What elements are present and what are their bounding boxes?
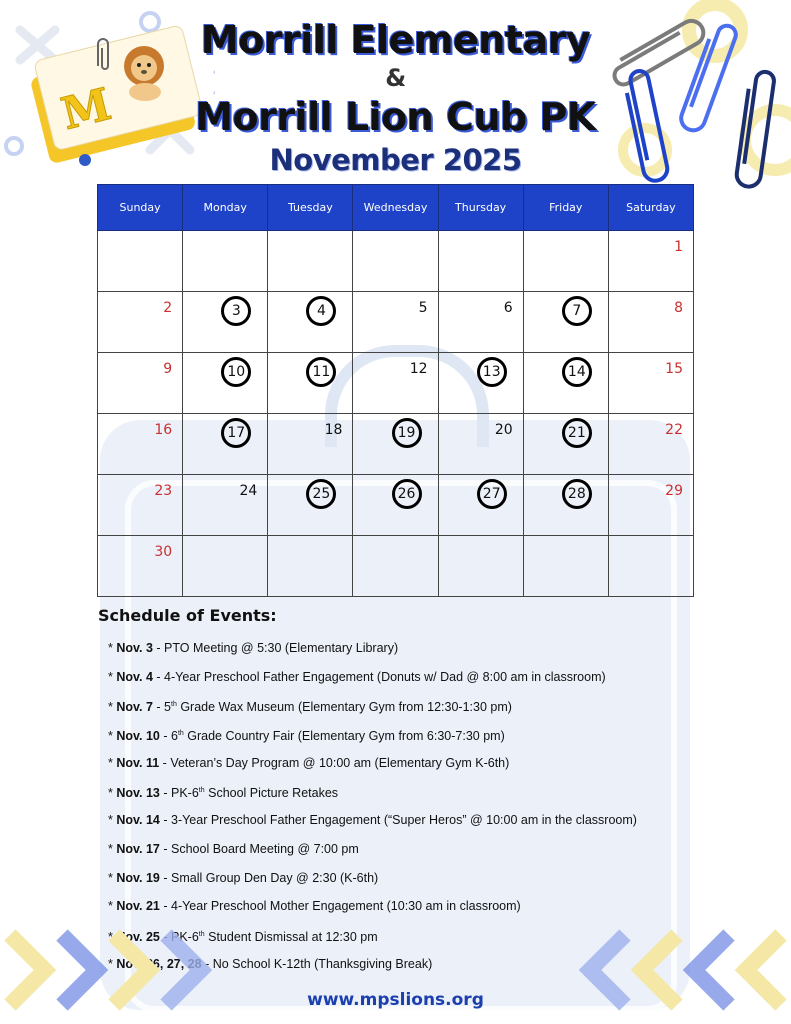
- day-number: 5: [418, 300, 428, 316]
- event-item: * Nov. 14 - 3-Year Preschool Father Engagement (“Super Heros” @ 10:00 am in the classroom): [108, 813, 637, 828]
- event-description-rest: Student Dismissal at 12:30 pm: [204, 930, 378, 945]
- event-ordinal-suffix: th: [177, 730, 184, 738]
- event-item: * Nov. 7 - 5th Grade Wax Museum (Elementary Gym from 12:30-1:30 pm): [108, 700, 512, 715]
- day-number: 8: [674, 300, 683, 316]
- event-item: * Nov. 19 - Small Group Den Day @ 2:30 (K-6th): [108, 870, 379, 885]
- event-item: * Nov. 26, 27, 28 - No School K-12th (Thanksgiving Break): [108, 956, 433, 971]
- calendar-day-cell: [98, 353, 183, 414]
- program-title: Morrill Lion Cub PK: [195, 95, 596, 139]
- calendar-day-cell: [98, 536, 183, 597]
- day-number: 6: [503, 300, 513, 316]
- circled-day-number: 21: [562, 418, 592, 448]
- calendar-day-cell: [523, 231, 608, 292]
- event-date: Nov. 19: [116, 870, 160, 885]
- event-description: Veteran’s Day Program @ 10:00 am (Elementary Gym K-6th): [170, 755, 510, 770]
- day-number: 24: [239, 483, 258, 499]
- calendar-day-cell: [183, 414, 268, 475]
- calendar-day-cell: [608, 414, 693, 475]
- calendar-day-cell: [438, 414, 523, 475]
- circled-day-number: 25: [306, 479, 336, 509]
- calendar-week-row: [98, 414, 694, 475]
- event-item: * Nov. 17 - School Board Meeting @ 7:00 pm: [108, 841, 359, 856]
- school-title: Morrill Elementary: [200, 18, 591, 62]
- calendar-week-row: [98, 475, 694, 536]
- event-date: Nov. 25: [116, 930, 160, 945]
- calendar-day-cell: [353, 536, 438, 597]
- calendar-day-cell: [608, 475, 693, 536]
- event-ordinal-suffix: th: [198, 930, 205, 938]
- day-number: 9: [163, 361, 173, 377]
- event-description: 4-Year Preschool Father Engagement (Donuts w/ Dad @ 8:00 am in classroom): [164, 669, 606, 684]
- event-item: * Nov. 11 - Veteran’s Day Program @ 10:00 am (Elementary Gym K-6th): [108, 755, 510, 770]
- weekday-header: Thursday: [438, 185, 523, 231]
- calendar-day-cell: [268, 475, 353, 536]
- calendar-day-cell: [438, 231, 523, 292]
- event-description: Small Group Den Day @ 2:30 (K-6th): [171, 870, 379, 885]
- calendar-day-cell: [353, 231, 438, 292]
- calendar-day-cell: [438, 536, 523, 597]
- calendar-day-cell: [268, 536, 353, 597]
- day-number: 16: [154, 422, 173, 438]
- event-item: * Nov. 10 - 6th Grade Country Fair (Elementary Gym from 6:30-7:30 pm): [108, 729, 505, 744]
- weekday-header: Sunday: [98, 185, 183, 231]
- circled-day-number: 17: [221, 418, 251, 448]
- calendar-day-cell: [438, 475, 523, 536]
- event-item: * Nov. 13 - PK-6th School Picture Retakes: [108, 786, 339, 801]
- event-date: Nov. 10: [116, 729, 160, 744]
- day-number: 15: [665, 361, 683, 377]
- calendar-week-row: [98, 353, 694, 414]
- month-title: November 2025: [269, 143, 522, 177]
- event-description-rest: School Picture Retakes: [204, 786, 339, 801]
- weekday-header-row: [98, 185, 694, 231]
- event-description-rest: Grade Country Fair (Elementary Gym from 6:30-7:30 pm): [183, 729, 505, 744]
- circled-day-number: 13: [477, 357, 507, 387]
- circled-day-number: 28: [562, 479, 592, 509]
- calendar-day-cell: [98, 292, 183, 353]
- calendar-day-cell: [353, 475, 438, 536]
- weekday-header: Friday: [523, 185, 608, 231]
- circled-day-number: 7: [562, 296, 592, 326]
- calendar-day-cell: [183, 536, 268, 597]
- day-number: 1: [674, 239, 683, 255]
- circled-day-number: 19: [392, 418, 422, 448]
- calendar-day-cell: [183, 292, 268, 353]
- calendar-week-row: [98, 536, 694, 597]
- calendar-day-cell: [608, 353, 693, 414]
- circled-day-number: 4: [306, 296, 336, 326]
- calendar-day-cell: [98, 414, 183, 475]
- badge-letter: M: [56, 78, 117, 141]
- schedule-heading: Schedule of Events:: [98, 606, 277, 625]
- calendar-day-cell: [608, 292, 693, 353]
- event-ordinal-suffix: th: [171, 701, 177, 709]
- event-date: Nov. 7: [116, 700, 153, 715]
- calendar-week-row: [98, 292, 694, 353]
- event-description: PTO Meeting @ 5:30 (Elementary Library): [164, 641, 399, 655]
- calendar-day-cell: [268, 231, 353, 292]
- event-date: Nov. 26, 27, 28: [116, 956, 202, 971]
- event-description: School Board Meeting @ 7:00 pm: [171, 841, 359, 856]
- calendar-day-cell: [438, 292, 523, 353]
- event-ordinal-suffix: th: [198, 787, 205, 795]
- title-ampersand: &: [385, 64, 406, 92]
- calendar-week-row: [98, 231, 694, 292]
- event-date: Nov. 13: [116, 786, 160, 801]
- day-number: 12: [409, 361, 428, 377]
- event-description: PK-6: [171, 930, 199, 945]
- circled-day-number: 27: [477, 479, 507, 509]
- calendar-day-cell: [183, 475, 268, 536]
- calendar-day-cell: [523, 292, 608, 353]
- calendar-day-cell: [523, 353, 608, 414]
- calendar-day-cell: [268, 414, 353, 475]
- calendar-day-cell: [268, 292, 353, 353]
- event-description: PK-6: [171, 786, 199, 801]
- weekday-header: Monday: [183, 185, 268, 231]
- circled-day-number: 3: [221, 296, 251, 326]
- calendar-grid: [97, 184, 694, 597]
- event-date: Nov. 21: [116, 899, 160, 914]
- circled-day-number: 11: [306, 357, 336, 387]
- event-description: No School K-12th (Thanksgiving Break): [212, 956, 433, 971]
- event-item: * Nov. 21 - 4-Year Preschool Mother Engagement (10:30 am in classroom): [108, 899, 521, 914]
- event-description: 6: [171, 729, 178, 744]
- calendar-day-cell: [183, 353, 268, 414]
- circled-day-number: 14: [562, 357, 592, 387]
- calendar-day-cell: [353, 414, 438, 475]
- circled-day-number: 10: [221, 357, 251, 387]
- website-link[interactable]: www.mpslions.org: [307, 990, 484, 1010]
- event-date: Nov. 3: [116, 641, 153, 655]
- event-date: Nov. 11: [116, 755, 160, 770]
- event-item: * Nov. 25 - PK-6th Student Dismissal at 12:30 pm: [108, 930, 378, 945]
- calendar-day-cell: [183, 231, 268, 292]
- day-number: 18: [324, 422, 343, 438]
- circled-day-number: 26: [392, 479, 422, 509]
- calendar-day-cell: [353, 353, 438, 414]
- day-number: 22: [665, 422, 683, 438]
- calendar-day-cell: [523, 536, 608, 597]
- calendar-day-cell: [608, 231, 693, 292]
- event-date: Nov. 4: [116, 669, 153, 684]
- event-description: 4-Year Preschool Mother Engagement (10:30 am in classroom): [171, 899, 521, 914]
- calendar-day-cell: [608, 536, 693, 597]
- event-date: Nov. 17: [116, 841, 160, 856]
- event-description: 3-Year Preschool Father Engagement (“Super Heros” @ 10:00 am in the classroom): [171, 813, 637, 828]
- day-number: 23: [154, 483, 173, 499]
- day-number: 20: [494, 422, 513, 438]
- calendar-day-cell: [98, 475, 183, 536]
- day-number: 29: [665, 483, 683, 499]
- event-item: * Nov. 4 - 4-Year Preschool Father Engagement (Donuts w/ Dad @ 8:00 am in classroom): [108, 669, 606, 684]
- calendar-day-cell: [523, 414, 608, 475]
- day-number: 30: [154, 544, 173, 560]
- day-number: 2: [163, 300, 173, 316]
- event-description-rest: Grade Wax Museum (Elementary Gym from 12:30-1:30 pm): [176, 700, 512, 715]
- weekday-header: Saturday: [608, 185, 693, 231]
- event-item: * Nov. 3 - PTO Meeting @ 5:30 (Elementary Library): [108, 641, 399, 655]
- calendar-day-cell: [268, 353, 353, 414]
- weekday-header: Wednesday: [353, 185, 438, 231]
- event-date: Nov. 14: [116, 813, 160, 828]
- calendar-day-cell: [353, 292, 438, 353]
- calendar-day-cell: [98, 231, 183, 292]
- weekday-header: Tuesday: [268, 185, 353, 231]
- calendar-day-cell: [438, 353, 523, 414]
- calendar-day-cell: [523, 475, 608, 536]
- event-description: 5: [164, 700, 171, 715]
